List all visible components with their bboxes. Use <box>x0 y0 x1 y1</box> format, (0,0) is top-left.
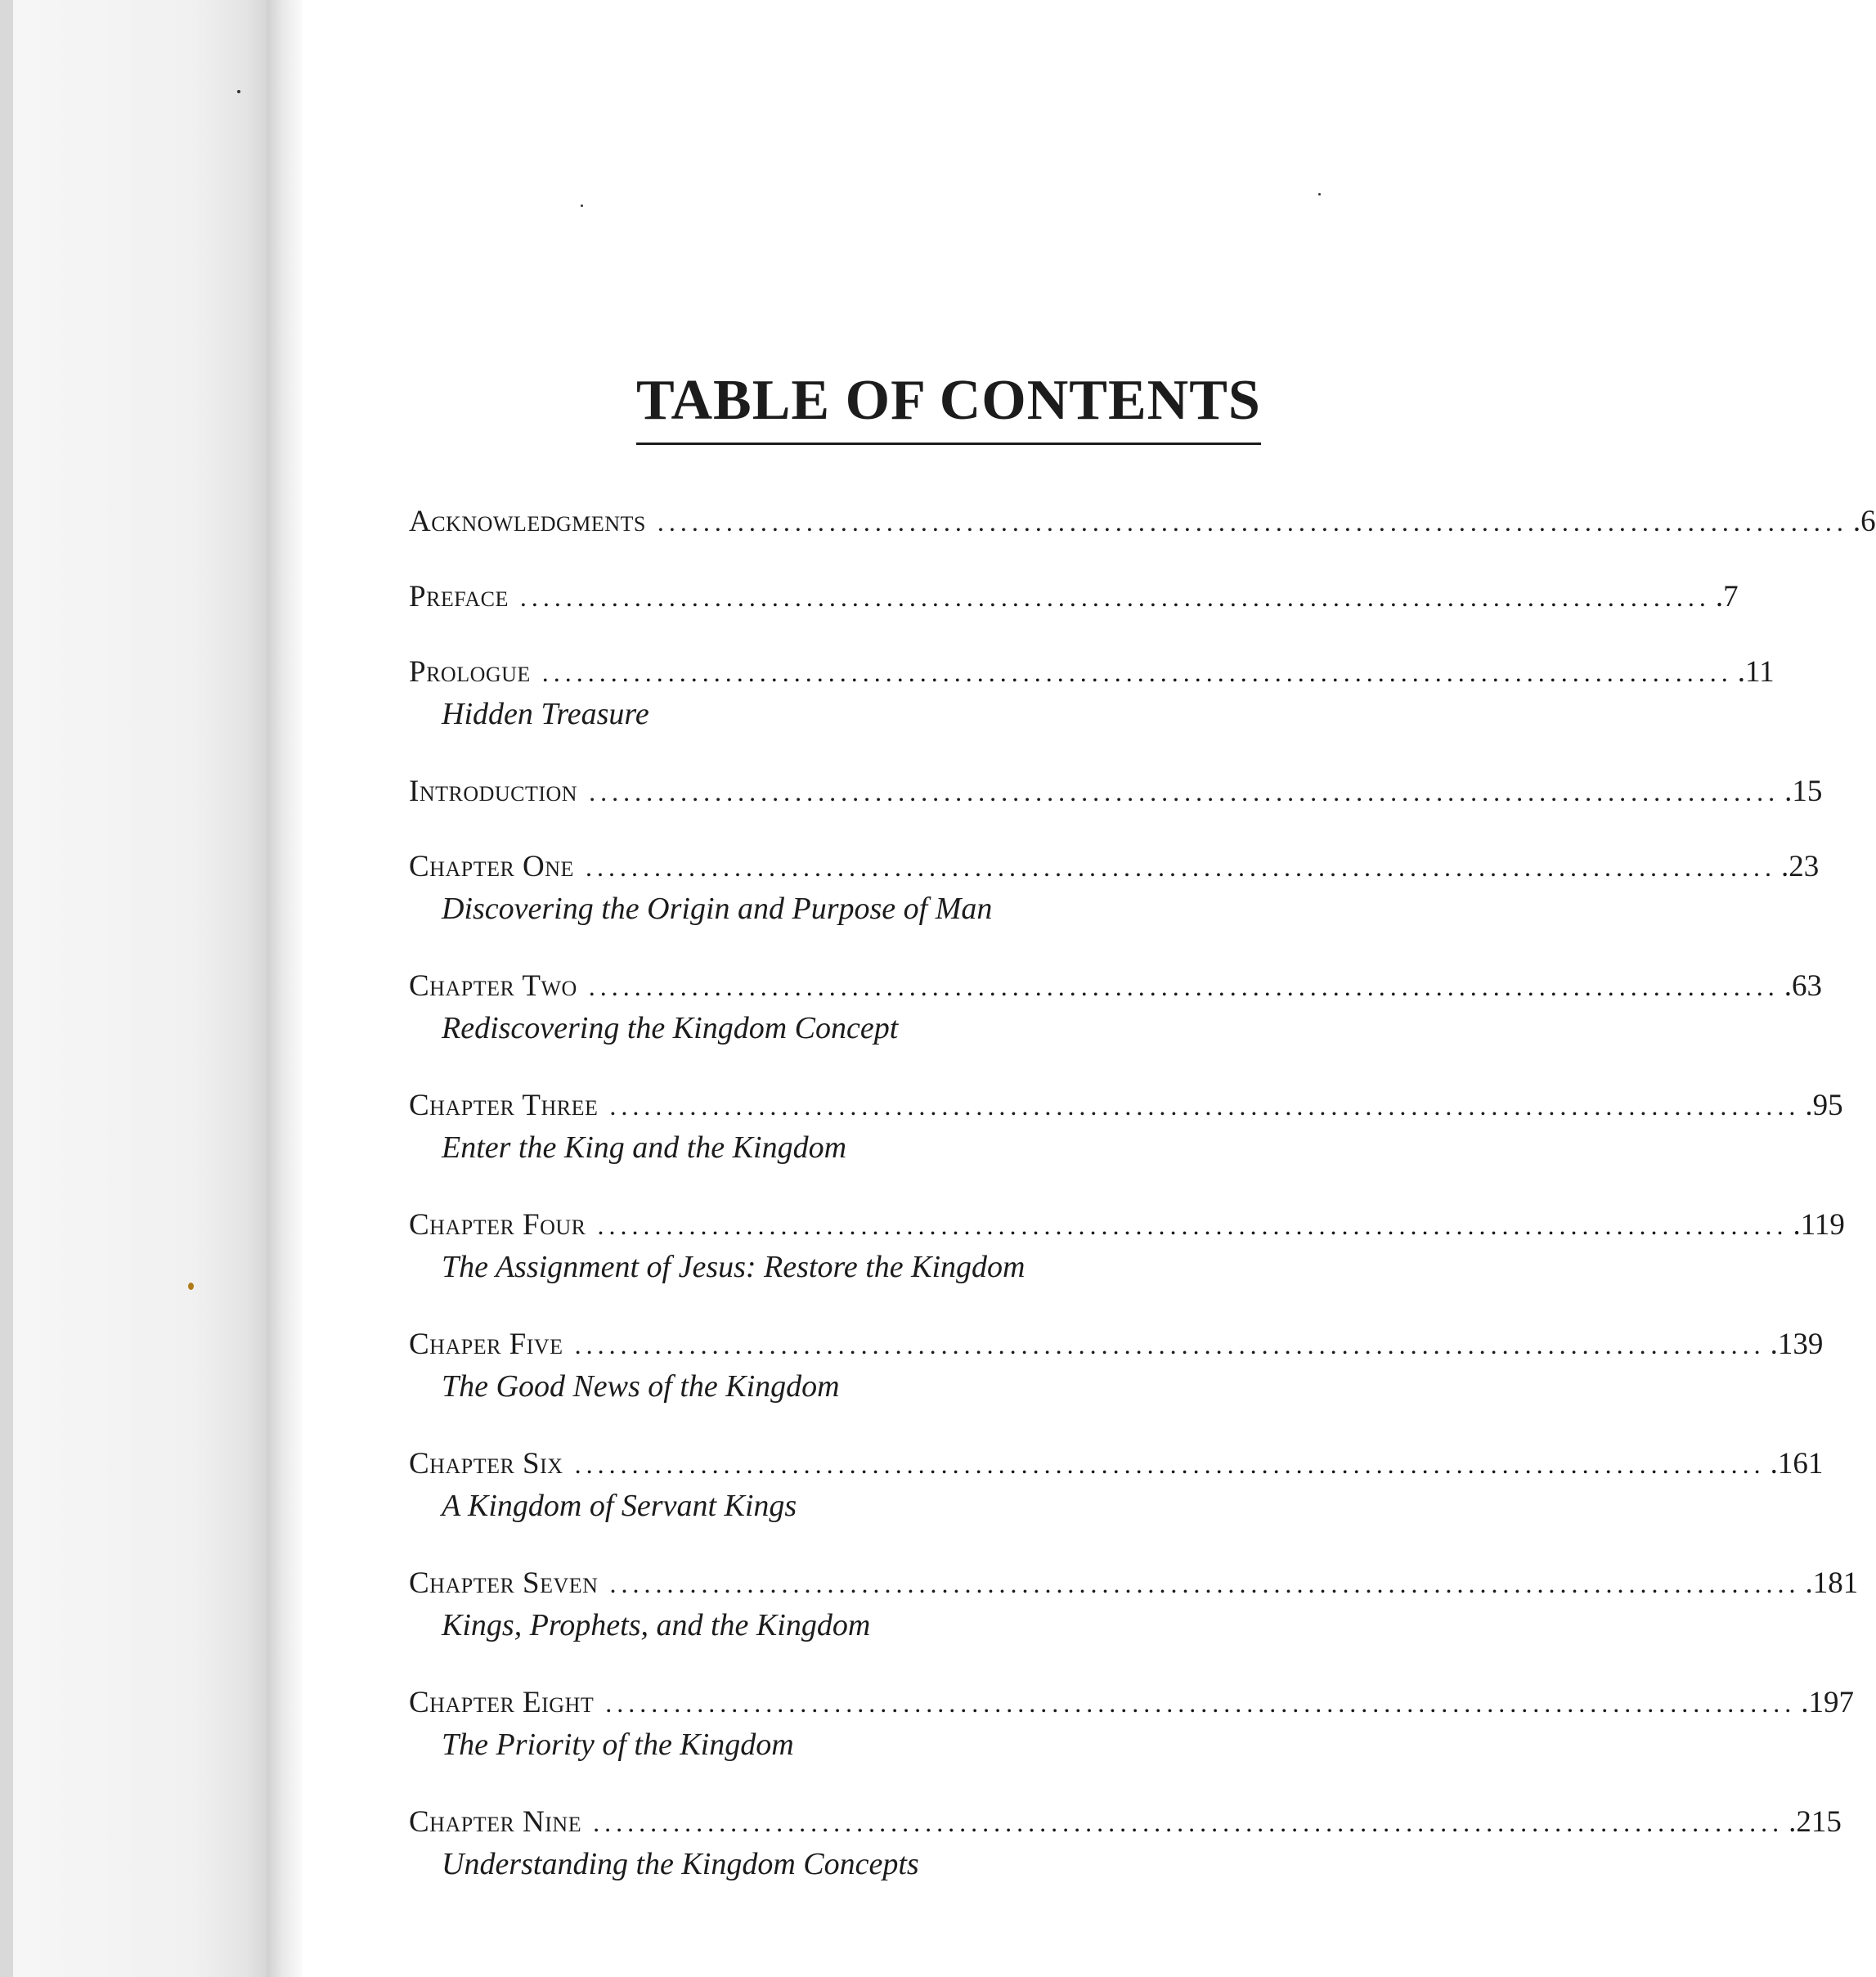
toc-entry-acknowledgments <box>409 502 1876 541</box>
dot-leader: ........................................................................................................ <box>574 1449 1766 1479</box>
dot-leader: ........................................................................................................ <box>609 1569 1801 1598</box>
scan-speck <box>237 90 240 93</box>
toc-page-number: .15 <box>1784 775 1823 808</box>
dot-leader: ........................................................................................................ <box>609 1091 1801 1121</box>
toc-page-number: .161 <box>1770 1447 1824 1481</box>
dot-leader: ........................................................................................................ <box>574 1330 1766 1359</box>
toc-page-number: .63 <box>1784 969 1823 1003</box>
book-gutter <box>267 0 303 1977</box>
dot-leader: ........................................................................................................ <box>588 972 1780 1001</box>
toc-entry-subtitle: The Good News of the Kingdom <box>442 1369 840 1404</box>
toc-entry-preface <box>409 577 1739 617</box>
scan-speck <box>1318 193 1321 195</box>
toc-entry-chapter-three <box>409 1086 1843 1170</box>
toc-entry-subtitle: A Kingdom of Servant Kings <box>442 1489 797 1523</box>
toc-entry-subtitle: Enter the King and the Kingdom <box>442 1130 847 1165</box>
toc-entry-chapter-six <box>409 1445 1824 1528</box>
toc-entry-chapter-two <box>409 967 1823 1050</box>
toc-entry-label: Introduction <box>409 775 578 808</box>
toc-page-number: .119 <box>1793 1208 1845 1242</box>
toc-entry-chapter-five <box>409 1325 1824 1409</box>
dot-leader: ........................................................................................................ <box>605 1688 1797 1718</box>
toc-page-number: .6 <box>1852 505 1876 538</box>
toc-entry-subtitle: Understanding the Kingdom Concepts <box>442 1847 919 1881</box>
toc-entry-introduction <box>409 772 1823 811</box>
toc-entry-label: Preface <box>409 580 509 613</box>
scan-speck <box>581 204 583 207</box>
toc-entry-chapter-one <box>409 847 1820 931</box>
dot-leader: ........................................................................................................ <box>597 1211 1788 1240</box>
toc-entry-chapter-four <box>409 1206 1845 1289</box>
toc-page-number: .95 <box>1805 1089 1843 1122</box>
dot-leader: ........................................................................................................ <box>589 777 1780 807</box>
dot-leader: ........................................................................................................ <box>541 658 1733 687</box>
toc-entry-prologue <box>409 653 1775 736</box>
toc-entry-label: Prologue <box>409 655 531 689</box>
toc-page-number: .181 <box>1805 1566 1859 1600</box>
toc-page-number: .23 <box>1780 850 1820 883</box>
toc-entry-chapter-nine <box>409 1803 1842 1886</box>
toc-entry-label: Chapter Three <box>409 1089 599 1122</box>
toc-entry-subtitle: The Priority of the Kingdom <box>442 1728 794 1762</box>
scan-edge <box>0 0 13 1977</box>
toc-page-number: .215 <box>1788 1805 1842 1839</box>
toc-entry-chapter-eight <box>409 1683 1854 1767</box>
toc-page-number: .139 <box>1770 1328 1824 1361</box>
toc-entry-label: Chapter Seven <box>409 1566 599 1600</box>
toc-entry-label: Chapter Nine <box>409 1805 582 1839</box>
toc-entry-subtitle: Kings, Prophets, and the Kingdom <box>442 1608 871 1642</box>
toc-page-number: .197 <box>1801 1686 1854 1719</box>
dot-leader: ........................................................................................................ <box>657 507 1848 537</box>
toc-entry-label: Chapter Four <box>409 1208 586 1242</box>
toc-page-number: .7 <box>1715 580 1739 613</box>
toc-entry-subtitle: The Assignment of Jesus: Restore the Kingdom <box>442 1250 1026 1284</box>
toc-entry-subtitle: Rediscovering the Kingdom Concept <box>442 1011 899 1045</box>
toc-entry-label: Acknowledgments <box>409 505 646 538</box>
toc-list <box>409 502 1876 1922</box>
facing-page <box>13 0 267 1977</box>
toc-page-number: .11 <box>1737 655 1775 689</box>
scan-speck <box>188 1283 194 1290</box>
page-title: TABLE OF CONTENTS <box>636 372 1261 445</box>
toc-entry-subtitle: Hidden Treasure <box>442 697 649 731</box>
toc-entry-label: Chapter Eight <box>409 1686 595 1719</box>
toc-entry-label: Chapter One <box>409 850 574 883</box>
toc-entry-chapter-seven <box>409 1564 1859 1647</box>
dot-leader: ........................................................................................................ <box>519 582 1711 612</box>
toc-entry-subtitle: Discovering the Origin and Purpose of Man <box>442 892 993 926</box>
dot-leader: ........................................................................................................ <box>585 852 1776 882</box>
toc-entry-label: Chapter Two <box>409 969 577 1003</box>
toc-entry-label: Chaper Five <box>409 1328 563 1361</box>
dot-leader: ........................................................................................................ <box>593 1808 1784 1837</box>
toc-entry-label: Chapter Six <box>409 1447 563 1481</box>
